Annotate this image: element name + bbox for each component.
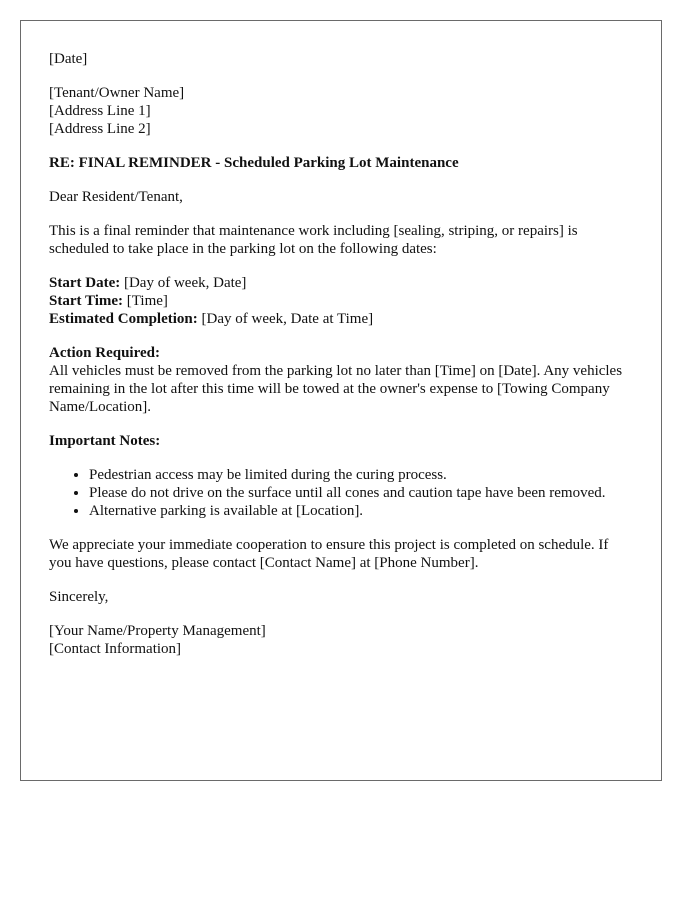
- sender-name: [Your Name/Property Management]: [49, 623, 266, 639]
- letter-date: [Date]: [49, 51, 88, 67]
- start-time-line: [49, 292, 633, 310]
- completion-label: Estimated Completion:: [49, 311, 198, 327]
- closing-paragraph-block: [49, 536, 633, 572]
- action-required-block: [49, 344, 633, 416]
- recipient-address-block: [49, 84, 633, 138]
- list-item: • Please do not drive on the surface until all cones and caution tape have been removed.: [89, 484, 633, 502]
- salutation: Dear Resident/Tenant,: [49, 189, 183, 205]
- intro-paragraph: This is a final reminder that maintenance work including [sealing, striping, or repairs] is scheduled to take place in the parking lot on the following dates:: [49, 223, 578, 257]
- important-notes-heading-text: Important Notes:: [49, 433, 161, 449]
- action-required-body: All vehicles must be removed from the parking lot no later than [Time] on [Date]. Any vehicles remaining in the lot after this time will be towed at the owner's expense to [Towing Company Name/Location].: [49, 363, 623, 415]
- action-required-heading-text: Action Required:: [49, 345, 160, 361]
- completion-line: [49, 310, 633, 328]
- sender-contact: [Contact Information]: [49, 641, 182, 657]
- start-time-value: [Time]: [123, 293, 168, 309]
- important-notes-heading: [49, 432, 633, 450]
- sign-off-block: [49, 588, 633, 606]
- sender-block: [49, 622, 633, 658]
- sign-off: Sincerely,: [49, 589, 109, 605]
- start-date-label: Start Date:: [49, 275, 121, 291]
- letter-page: [20, 20, 662, 781]
- start-date-line: [49, 274, 633, 292]
- recipient-name: [Tenant/Owner Name]: [49, 85, 185, 101]
- important-notes-list: [49, 466, 633, 520]
- action-required-heading: [49, 344, 633, 362]
- intro-paragraph-block: [49, 222, 633, 258]
- start-time-label: Start Time:: [49, 293, 124, 309]
- schedule-block: [49, 274, 633, 328]
- closing-paragraph: We appreciate your immediate cooperation to ensure this project is completed on schedule. If you have questions, please contact [Contact Name] at [Phone Number].: [49, 537, 609, 571]
- recipient-address-line-2: [Address Line 2]: [49, 121, 151, 137]
- subject-line: RE: FINAL REMINDER - Scheduled Parking Lot Maintenance: [49, 155, 459, 171]
- important-notes-heading-block: [49, 432, 633, 450]
- letter-date-block: [49, 50, 633, 68]
- list-item: • Pedestrian access may be limited during the curing process.: [89, 466, 633, 484]
- salutation-block: [49, 188, 633, 206]
- recipient-address-line-1: [Address Line 1]: [49, 103, 151, 119]
- list-item: • Alternative parking is available at [Location].: [89, 502, 633, 520]
- completion-value: [Day of week, Date at Time]: [197, 311, 374, 327]
- start-date-value: [Day of week, Date]: [120, 275, 247, 291]
